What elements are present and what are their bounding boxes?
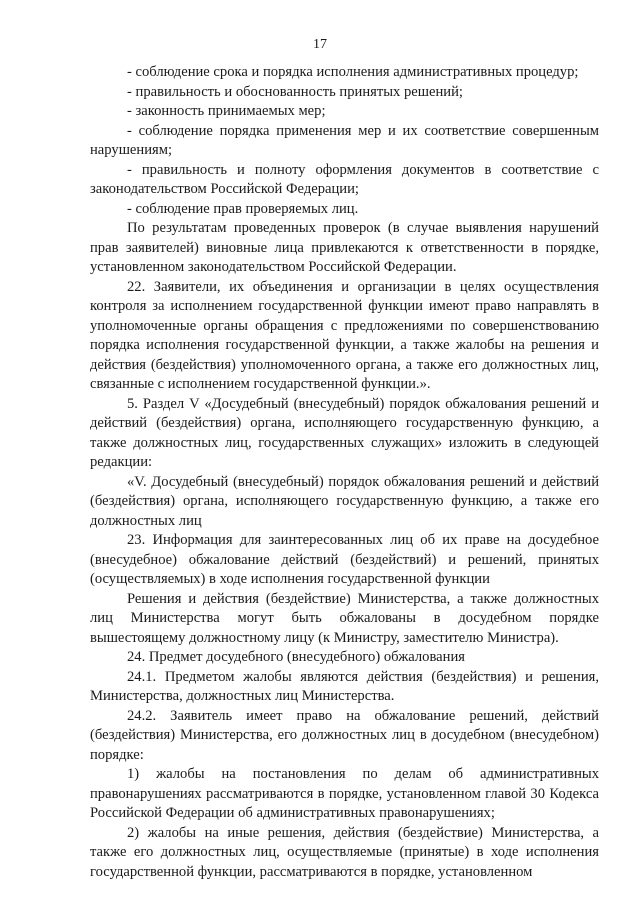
list-item-measures-conformity: - соблюдение порядка применения мер и их соответствие совершенным нарушениям; [90,122,599,158]
list-item-document-completeness: - правильность и полноту оформления документов в соответствие с законодательством Российской Федерации; [90,161,599,197]
list-item-decision-validity: - правильность и обоснованность принятых решений; [127,83,463,100]
paragraph-inspection-results: По результатам проведенных проверок (в случае выявления нарушений прав заявителей) виновные лица привлекаются к ответственности в порядке, установленном законодательством Российской Федерации. [90,220,599,275]
paragraph-22: 22. Заявители, их объединения и организации в целях осуществления контроля за исполнением государственной функции имеют право направлять в уполномоченные органы обращения с предложениями по совершенствованию порядка исполнения государственной функции, а также жалобы на решения и действия (бездействия) уполномоченного органа, а также его должностных лиц, связанные с исполнением государственной функции.». [90,278,599,392]
section-v-heading: «V. Досудебный (внесудебный) порядок обжалования решений и действий (бездействия) органа, исполняющего государственную функцию, а также его должностных лиц [90,473,599,529]
list-item-measures-legality: - законность принимаемых мер; [127,103,326,119]
paragraph-24: 24. Предмет досудебного (внесудебного) обжалования [127,649,465,665]
page-number: 17 [313,37,327,52]
list-item-2-other-decisions: 2) жалобы на иные решения, действия (бездействие) Министерства, а также его должностных лиц, осуществляемые (принятые) в ходе исполнения государственной функции, рассматриваются в порядке, установленном [90,824,599,880]
document-body [90,63,599,882]
paragraph-23: 23. Информация для заинтересованных лиц об их праве на досудебное (внесудебное) обжалование действий (бездействий) и решений, принятых (осуществляемых) в ходе исполнения государственной функции [90,532,599,587]
paragraph-5-section-v: 5. Раздел V «Досудебный (внесудебный) порядок обжалования решений и действий (бездействия) органа, исполняющего государственную функцию, а также должностных лиц, государственных служащих» изложить в следующей редакции: [90,395,599,470]
list-item-1-administrative-offences: 1) жалобы на постановления по делам об административных правонарушениях рассматриваются в порядке, установленном главой 30 Кодекса Российской Федерации об административных правонарушениях; [90,766,599,821]
paragraph-24-1: 24.1. Предметом жалобы являются действия (бездействия) и решения, Министерства, должностных лиц Министерства. [90,668,599,704]
paragraph-appeal-right: Решения и действия (бездействие) Министерства, а также должностных лиц Министерства могут быть обжалованы в досудебном порядке вышестоящему должностному лицу (к Министру, заместителю Министра). [90,590,599,646]
list-item-rights-respect: - соблюдение прав проверяемых лиц. [127,200,359,217]
list-item-procedure-deadlines: - соблюдение срока и порядка исполнения административных процедур; [127,64,579,80]
paragraph-24-2: 24.2. Заявитель имеет право на обжалование решений, действий (бездействия) Министерства, его должностных лиц в досудебном (внесудебном) порядке: [90,707,599,763]
